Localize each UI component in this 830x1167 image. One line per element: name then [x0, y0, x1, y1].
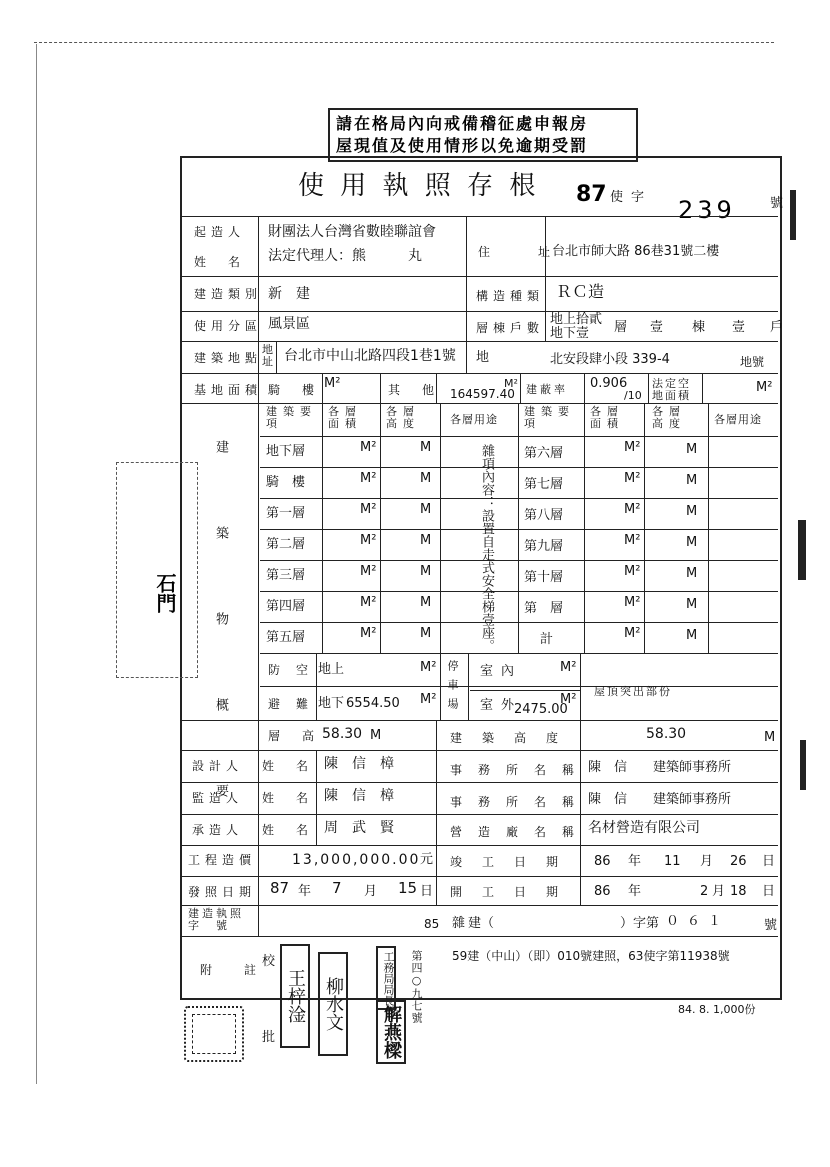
rule-v	[436, 750, 437, 905]
tax-notice-line1: 請在格局內向戒備稽征處申報房	[336, 114, 589, 133]
unit-m2: M²	[624, 533, 641, 548]
bldg-height-unit: M	[764, 730, 776, 745]
rule	[260, 653, 778, 654]
air-above-unit: M²	[420, 660, 437, 675]
floors-hu-num: 壹	[732, 320, 746, 335]
applicant-label-2: 姓 名	[194, 255, 246, 269]
completion-y: 86	[594, 854, 611, 869]
rule-v	[584, 403, 585, 653]
official-seal-icon	[184, 1006, 244, 1062]
cost-value: 13,000,000.00	[292, 852, 421, 868]
parking-outdoor-area: 2475.00	[514, 702, 568, 717]
unit-m: M	[686, 566, 698, 581]
permit-no-label: 建造執照字 號	[188, 907, 244, 932]
rule	[182, 936, 778, 937]
rule	[182, 876, 778, 877]
site-address: 台北市中山北路四段1巷1號	[284, 348, 456, 364]
floor-right-4: 第十層	[524, 570, 564, 585]
issue-m: 7	[332, 879, 342, 897]
site-addr-prefix: 地址	[262, 343, 273, 368]
permit-num: ０６１	[666, 914, 730, 929]
supervisor-label: 監造人	[192, 791, 244, 805]
bldg-height-value: 58.30	[646, 726, 687, 742]
address-value: 台北市師大路 86巷31號二樓	[552, 244, 720, 259]
contractor-label: 承造人	[192, 823, 244, 837]
permit-year: 87	[576, 182, 607, 207]
permit-prefix: 85	[424, 917, 440, 931]
notes-label: 附 註	[200, 963, 267, 977]
unit-m2: M²	[624, 564, 641, 579]
floor-left-0: 地下層	[266, 444, 306, 459]
roof-parts-label: 屋頂突出部份	[594, 685, 672, 698]
tax-notice-line2: 屋現值及使用情形以免逾期受罰	[336, 136, 589, 155]
unit-m: M	[686, 597, 698, 612]
right-edge-mark-3	[800, 740, 826, 790]
designer-label: 設計人	[192, 759, 244, 773]
unit-m2: M²	[624, 471, 641, 486]
rule	[182, 845, 778, 846]
rule-v	[580, 720, 581, 750]
rule	[260, 529, 778, 530]
parking-label: 停車場	[446, 660, 459, 717]
completion-yr: 年	[628, 854, 642, 869]
designer-name: 陳 信 樟	[324, 756, 394, 772]
zone-value: 風景區	[268, 316, 310, 332]
form-title: 使 用 執 照 存 根	[298, 171, 540, 201]
site-lot-prefix-1: 地	[476, 350, 490, 365]
parking-outdoor-unit: M²	[560, 692, 577, 707]
rule-v	[276, 341, 277, 373]
floor-right-5: 第 層	[524, 601, 564, 616]
rule	[260, 498, 778, 499]
permit-hao: 號	[770, 196, 784, 211]
unit-m: M	[686, 473, 698, 488]
rule	[470, 690, 580, 691]
structure-value: ＲＣ造	[556, 282, 605, 301]
rule-v	[520, 373, 521, 403]
permit-hao: 號	[764, 918, 778, 933]
rule	[182, 403, 778, 404]
floor-right-0: 第六層	[524, 446, 564, 461]
rule-v	[545, 216, 546, 341]
rule-v	[580, 653, 581, 720]
start-d: 18	[730, 884, 747, 899]
applicant-org: 財團法人台灣省數睦聯誼會	[268, 224, 436, 240]
unit-m: M	[420, 440, 432, 455]
rule-v	[580, 750, 581, 905]
zone-label: 使用分區	[194, 319, 263, 333]
rule-v	[380, 373, 381, 403]
rule-v	[466, 216, 467, 373]
floor-height-value: 58.30	[322, 726, 363, 742]
land-area-label: 基地面積	[194, 383, 263, 397]
unit-m: M	[686, 535, 698, 550]
use-note: 雜項內容：設置自走式安全梯壹座。	[479, 444, 494, 652]
address-label: 住 址	[478, 245, 569, 259]
col-area-header: 各層面積	[328, 405, 362, 430]
completion-d: 26	[730, 854, 747, 869]
unit-m2: M²	[624, 595, 641, 610]
unit-m2: M²	[624, 440, 641, 455]
arcade-unit: M²	[324, 376, 341, 391]
floor-right-1: 第七層	[524, 477, 564, 492]
other-label: 其 他	[388, 383, 440, 397]
rule-v	[648, 373, 649, 403]
floors-ceng: 層	[614, 320, 628, 335]
footer-print: 84. 8. 1,000份	[678, 1003, 756, 1016]
floors-units-label: 層棟戶數	[476, 321, 545, 335]
contractor-name-label: 姓 名	[262, 823, 314, 837]
approver-stamp: 柳水文	[318, 952, 348, 1056]
air-below-area: 6554.50	[346, 696, 400, 711]
right-edge-mark	[790, 190, 830, 240]
designer-office-label: 事 務 所 名 稱	[450, 763, 577, 777]
unit-m2: M²	[360, 595, 377, 610]
checker-stamp: 王梓淦	[280, 944, 310, 1048]
parking-indoor-unit: M²	[560, 660, 577, 675]
rule	[260, 591, 778, 592]
scan-edge-line	[34, 42, 774, 43]
issue-d: 15	[398, 879, 418, 897]
rule	[182, 216, 778, 217]
right-edge-mark-2	[798, 520, 826, 580]
col-item-header: 建築要項	[266, 405, 317, 430]
notes-text: 59建（中山）（即）010號建照，63使字第11938號	[452, 949, 730, 963]
unit-m2: M²	[360, 564, 377, 579]
air-below-unit: M²	[420, 692, 437, 707]
start-y: 86	[594, 884, 611, 899]
unit-m2: M²	[360, 471, 377, 486]
legal-open-unit: M²	[756, 380, 773, 395]
floor-left-6: 第五層	[266, 630, 306, 645]
structure-label: 構造種類	[476, 289, 545, 303]
rule	[260, 467, 778, 468]
unit-m: M	[686, 442, 698, 457]
floors-above: 地上拾貳	[550, 312, 603, 327]
permit-word: 使字	[610, 190, 653, 205]
site-lot-suffix: 地號	[740, 355, 765, 369]
floors-below: 地下壹	[550, 326, 590, 341]
contractor-firm: 名材營造有限公司	[588, 820, 700, 836]
start-yr: 年	[628, 884, 642, 899]
rule	[182, 341, 778, 342]
floor-right-3: 第九層	[524, 539, 564, 554]
floor-left-3: 第二層	[266, 537, 306, 552]
issue-yr: 年	[298, 884, 312, 899]
unit-m: M	[420, 471, 432, 486]
rule	[260, 622, 778, 623]
rule-v	[518, 403, 519, 653]
bldg-height-label: 建 築 高 度	[450, 731, 563, 745]
floors-dong: 棟	[692, 320, 706, 335]
supervisor-name-label: 姓 名	[262, 791, 314, 805]
issue-label: 發照日期	[188, 885, 257, 899]
checker-jiao: 校	[262, 954, 276, 969]
air-defense-label-2: 避難	[268, 697, 325, 711]
rule-v	[440, 653, 441, 720]
designer-office: 陳 信 建築師事務所	[588, 760, 732, 775]
site-label: 建築地點	[194, 351, 263, 365]
coverage-label: 建蔽率	[526, 383, 568, 396]
bldg-summary-label: 建 築 物 概 要	[213, 440, 228, 827]
contractor-name: 周 武 賢	[324, 820, 394, 836]
official-stamp: 第四○九七號	[410, 950, 423, 1024]
unit-m: M	[420, 502, 432, 517]
rule	[182, 311, 778, 312]
coverage-den: /10	[624, 389, 642, 402]
rule	[182, 750, 778, 751]
rule	[182, 276, 778, 277]
rule-v	[316, 750, 317, 845]
issue-mo: 月	[364, 884, 378, 899]
applicant-label-1: 起造人	[194, 225, 246, 239]
rule-v	[440, 403, 441, 653]
contractor-firm-label: 營 造 廠 名 稱	[450, 825, 577, 839]
floor-height-unit: M	[370, 728, 382, 743]
supervisor-office-label: 事 務 所 名 稱	[450, 795, 577, 809]
permit-zi-di: ）字第	[620, 916, 660, 931]
cost-yuan: 元	[420, 852, 434, 867]
col-use-header-2: 各層用途	[714, 413, 762, 426]
build-type-label: 建造類別	[194, 287, 263, 301]
rule-v	[468, 653, 469, 720]
rule	[260, 686, 778, 687]
completion-mo: 月	[700, 854, 714, 869]
unit-m2: M²	[360, 502, 377, 517]
permit-type: 雜	[452, 916, 466, 931]
rule-v	[322, 403, 323, 653]
rule-v	[702, 373, 703, 403]
rule-v	[380, 403, 381, 653]
rule	[260, 436, 778, 437]
arcade-label: 騎 樓	[268, 383, 320, 397]
completion-day: 日	[762, 854, 776, 869]
cost-label: 工程造價	[188, 853, 257, 867]
parking-outdoor-label: 室外	[480, 698, 523, 713]
unit-m: M	[420, 595, 432, 610]
applicant-rep: 法定代理人：熊 丸	[268, 248, 422, 264]
unit-m2: M²	[624, 502, 641, 517]
margin-stamp-text: 石門	[153, 573, 177, 613]
unit-m: M	[686, 504, 698, 519]
start-m: 2	[700, 884, 709, 899]
tax-notice-stamp	[328, 108, 638, 162]
floor-left-5: 第四層	[266, 599, 306, 614]
completion-label: 竣 工 日 期	[450, 855, 563, 869]
floor-right-6: 計	[540, 632, 554, 647]
rule	[182, 814, 778, 815]
rule	[182, 782, 778, 783]
other-area: 164597.40	[450, 387, 515, 401]
chief-stamp: 解燕樑	[376, 1000, 406, 1064]
air-defense-label-1: 防空	[268, 663, 325, 677]
unit-m2: M²	[624, 626, 641, 641]
rule	[182, 905, 778, 906]
rule-v	[436, 720, 437, 750]
designer-name-label: 姓 名	[262, 759, 314, 773]
site-lot: 北安段肆小段 339-4	[550, 352, 670, 367]
rule	[260, 560, 778, 561]
issue-day: 日	[420, 884, 434, 899]
floors-dong-num: 壹	[650, 320, 664, 335]
rule-v	[584, 373, 585, 403]
rule-v	[644, 403, 645, 653]
start-label: 開 工 日 期	[450, 885, 563, 899]
supervisor-name: 陳 信 樟	[324, 788, 394, 804]
supervisor-office: 陳 信 建築師事務所	[588, 792, 732, 807]
col-area-header-2: 各層面積	[590, 405, 624, 430]
permit-jian: 建（	[468, 916, 495, 931]
margin-stamp	[116, 462, 198, 678]
build-type-value: 新 建	[268, 286, 310, 302]
start-day: 日	[762, 884, 776, 899]
legal-open-label: 法定空地面積	[652, 377, 691, 402]
unit-m: M	[686, 628, 698, 643]
unit-m2: M²	[360, 533, 377, 548]
col-item-header-2: 建築要項	[524, 405, 575, 430]
completion-m: 11	[664, 854, 681, 869]
air-below-label: 地下	[318, 696, 345, 711]
floor-left-1: 騎 樓	[266, 475, 306, 490]
unit-m2: M²	[360, 626, 377, 641]
floor-left-2: 第一層	[266, 506, 306, 521]
unit-m2: M²	[360, 440, 377, 455]
floor-right-2: 第八層	[524, 508, 564, 523]
parking-indoor-label: 室內	[480, 664, 523, 679]
rule-v	[322, 373, 323, 403]
floors-hu: 戶	[770, 320, 784, 335]
rule	[182, 720, 778, 721]
floor-left-4: 第三層	[266, 568, 306, 583]
unit-m: M	[420, 564, 432, 579]
rule-v	[708, 403, 709, 653]
coverage-value: 0.906	[590, 376, 628, 391]
scan-edge-line-left	[36, 44, 37, 1084]
chief-title-stamp: 工務局局長	[376, 946, 396, 1010]
unit-m: M	[420, 533, 432, 548]
other-unit: M²	[504, 377, 518, 390]
air-above-label: 地上	[318, 662, 345, 677]
floor-height-label: 層 高	[268, 729, 320, 743]
col-height-header-2: 各層高度	[652, 405, 686, 430]
start-mo: 月	[712, 884, 726, 899]
col-use-header: 各層用途	[450, 413, 498, 426]
permit-number: 239	[678, 196, 736, 224]
rule	[182, 373, 778, 374]
checker-pi: 批	[262, 1030, 276, 1045]
unit-m: M	[420, 626, 432, 641]
issue-y: 87	[270, 879, 290, 897]
col-height-header: 各層高度	[386, 405, 420, 430]
